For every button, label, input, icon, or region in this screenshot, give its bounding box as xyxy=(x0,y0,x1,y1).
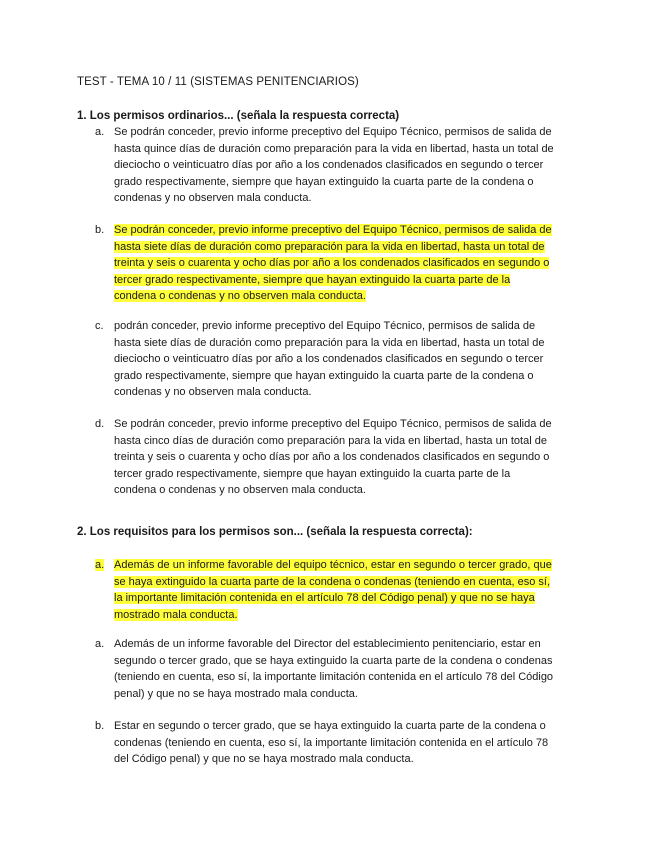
option-text: Se podrán conceder, previo informe preceptivo del Equipo Técnico, permisos de salida de hasta quince días de duración como preparación para la vida en libertad, hasta un total de dieciocho o veinticuatro días por año a los condenados clasificados en segundo o tercer grado respectivamente, siempre que hayan extinguido la cuarta parte de la condena o condenas y no observen mala conducta. xyxy=(114,126,554,205)
document-title: TEST - TEMA 10 / 11 (SISTEMAS PENITENCIARIOS) xyxy=(77,76,359,88)
question-1-option-b-highlighted xyxy=(95,222,555,305)
option-letter: b. xyxy=(95,720,105,732)
option-text: podrán conceder, previo informe preceptivo del Equipo Técnico, permisos de salida de hasta siete días de duración como preparación para la vida en libertad, hasta un total de dieciocho o veinticuatro días por año a los condenados clasificados en segundo o tercer grado respectivamente, siempre que hayan extinguido la cuarta parte de la condena o condenas y no observen mala conducta. xyxy=(114,320,545,399)
option-letter: b. xyxy=(95,224,105,236)
question-2-option-a-second xyxy=(95,636,555,702)
question-2-option-a-highlighted xyxy=(95,557,555,623)
question-1-option-a xyxy=(95,124,555,207)
option-letter: d. xyxy=(95,418,105,430)
option-letter: a. xyxy=(95,559,105,571)
question-1-title: 1. Los permisos ordinarios... (señala la respuesta correcta) xyxy=(77,110,400,122)
option-text: Se podrán conceder, previo informe preceptivo del Equipo Técnico, permisos de salida de hasta cinco días de duración como preparación para la vida en libertad, hasta un total de treinta y seis o cuarenta y ocho días por año a los condenados clasificados en segundo o tercer grado respectivamente, siempre que hayan extinguido la cuarta parte de la condena o condenas y no observen mala conducta. xyxy=(114,418,552,497)
question-2-title: 2. Los requisitos para los permisos son... (señala la respuesta correcta): xyxy=(77,526,473,538)
option-letter: a. xyxy=(95,638,105,650)
option-text: Estar en segundo o tercer grado, que se haya extinguido la cuarta parte de la condena o condenas (teniendo en cuenta, eso sí, la importante limitación contenida en el artículo 78 del Código penal) y que no se haya mostrado mala conducta. xyxy=(114,720,549,766)
option-letter: c. xyxy=(95,320,104,332)
question-1-option-c xyxy=(95,318,555,401)
question-1-option-d xyxy=(95,416,555,499)
option-letter: a. xyxy=(95,126,105,138)
option-text: Además de un informe favorable del Director del establecimiento penitenciario, estar en segundo o tercer grado, que se haya extinguido la cuarta parte de la condena o condenas (teniendo en cuenta, eso sí, la importante limitación contenida en el artículo 78 del Código penal) y que no se haya mostrado mala conducta. xyxy=(114,638,554,700)
option-text: Se podrán conceder, previo informe preceptivo del Equipo Técnico, permisos de salida de hasta siete días de duración como preparación para la vida en libertad, hasta un total de treinta y seis o cuarenta y ocho días por año a los condenados clasificados en segundo o tercer grado respectivamente, siempre que hayan extinguido la cuarta parte de la condena o condenas y no observen mala conducta. xyxy=(114,224,552,303)
option-text: Además de un informe favorable del equipo técnico, estar en segundo o tercer grado, que se haya extinguido la cuarta parte de la condena o condenas (teniendo en cuenta, eso sí, la importante limitación contenida en el artículo 78 del Código penal) y que no se haya mostrado mala conducta. xyxy=(114,559,552,621)
question-2-option-b xyxy=(95,718,555,768)
